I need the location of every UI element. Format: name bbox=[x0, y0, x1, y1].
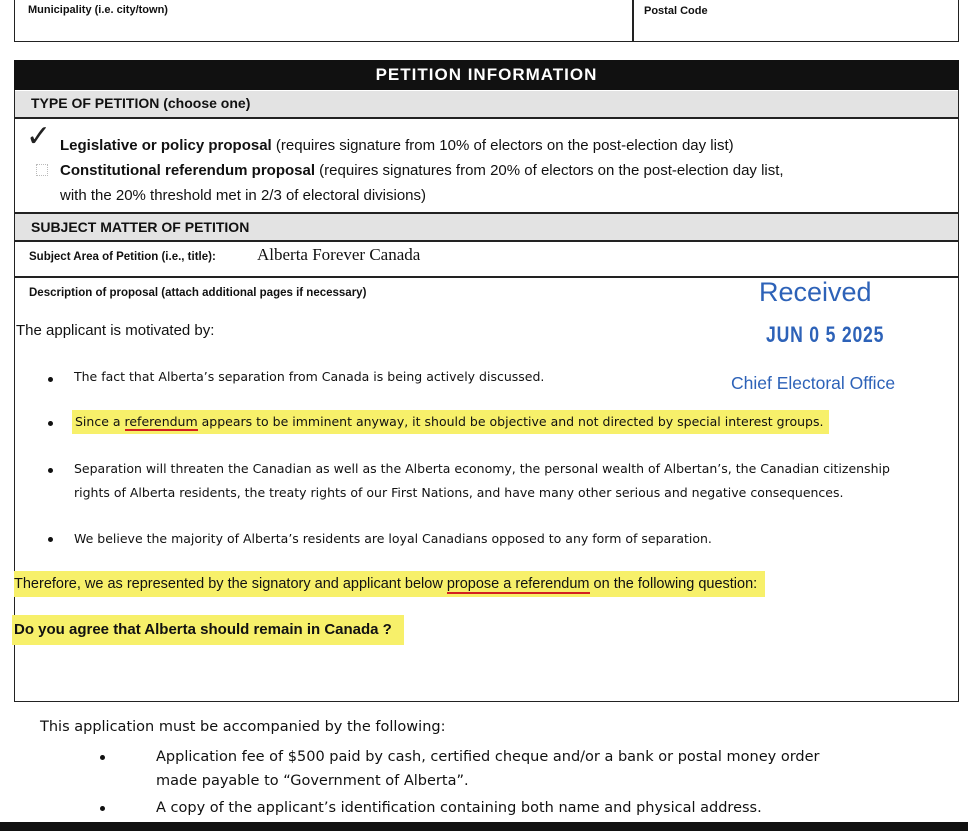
option-constitutional-line2: with the 20% threshold met in 2/3 of electoral divisions) bbox=[60, 187, 427, 204]
intro-text: The applicant is motivated by: bbox=[16, 322, 215, 339]
received-date: JUN 0 5 2025 bbox=[766, 322, 885, 347]
bullet-2-pre: Since a bbox=[75, 414, 125, 429]
bullet-4: We believe the majority of Alberta’s residents are loyal Canadians opposed to any form of separation. bbox=[74, 531, 712, 546]
bullet-icon bbox=[100, 806, 105, 811]
bullet-3-line2: rights of Alberta residents, the treaty rights of our First Nations, and have many other serious and negative consequences. bbox=[74, 485, 844, 500]
therefore-pre: Therefore, we as represented by the signatory and applicant below bbox=[14, 576, 447, 592]
postal-code-label: Postal Code bbox=[644, 5, 708, 17]
therefore-underlined: propose a referendum bbox=[446, 576, 590, 592]
subject-matter-heading: SUBJECT MATTER OF PETITION bbox=[15, 214, 958, 240]
referendum-question: Do you agree that Alberta should remain in Canada ? bbox=[12, 615, 404, 645]
description-label: Description of proposal (attach additional pages if necessary) bbox=[29, 287, 367, 299]
received-stamp: Received bbox=[759, 277, 872, 307]
bottom-border bbox=[0, 822, 968, 831]
subject-area-value[interactable]: Alberta Forever Canada bbox=[257, 245, 421, 264]
divider bbox=[14, 117, 959, 119]
option-constitutional-title: Constitutional referendum proposal bbox=[60, 162, 316, 179]
option-legislative[interactable] bbox=[60, 136, 734, 156]
checkbox-constitutional[interactable] bbox=[36, 164, 48, 176]
check-mark-icon[interactable]: ✓ bbox=[26, 119, 52, 154]
bullet-3: Separation will threaten the Canadian as well as the Alberta economy, the personal wealth of Albertan’s, the Canadian citizenship bbox=[74, 461, 890, 476]
divider bbox=[14, 240, 959, 242]
petition-header: PETITION INFORMATION bbox=[14, 60, 959, 90]
option-constitutional-desc: (requires signatures from 20% of electors on the post-election day list, bbox=[315, 162, 784, 179]
address-divider bbox=[632, 0, 634, 42]
footer-item-2: A copy of the applicant’s identification containing both name and physical address. bbox=[156, 800, 762, 816]
bullet-icon bbox=[100, 755, 105, 760]
chief-electoral-office: Chief Electoral Office bbox=[731, 373, 896, 393]
type-of-petition-heading: TYPE OF PETITION (choose one) bbox=[15, 91, 958, 117]
subject-area-label: Subject Area of Petition (i.e., title): bbox=[29, 251, 216, 263]
bullet-2 bbox=[72, 410, 829, 434]
bullet-icon bbox=[48, 468, 53, 473]
bullet-icon bbox=[48, 421, 53, 426]
bullet-1: The fact that Alberta’s separation from Canada is being actively discussed. bbox=[74, 369, 545, 384]
option-legislative-desc: (requires signature from 10% of electors on the post-election day list) bbox=[271, 137, 734, 154]
footer-intro: This application must be accompanied by the following: bbox=[40, 719, 446, 735]
bullet-icon bbox=[48, 537, 53, 542]
footer-item-1: Application fee of $500 paid by cash, certified cheque and/or a bank or postal money order bbox=[156, 749, 820, 765]
therefore-post: on the following question: bbox=[589, 576, 758, 592]
municipality-label: Municipality (i.e. city/town) bbox=[28, 4, 168, 16]
bullet-2-underlined: referendum bbox=[124, 414, 198, 429]
therefore-statement bbox=[14, 571, 765, 597]
footer-item-1-line2: made payable to “Government of Alberta”. bbox=[156, 773, 469, 789]
option-legislative-title: Legislative or policy proposal bbox=[60, 137, 272, 154]
bullet-2-post: appears to be imminent anyway, it should be objective and not directed by special interest groups. bbox=[197, 414, 824, 429]
bullet-icon bbox=[48, 377, 53, 382]
option-constitutional[interactable] bbox=[60, 161, 784, 181]
